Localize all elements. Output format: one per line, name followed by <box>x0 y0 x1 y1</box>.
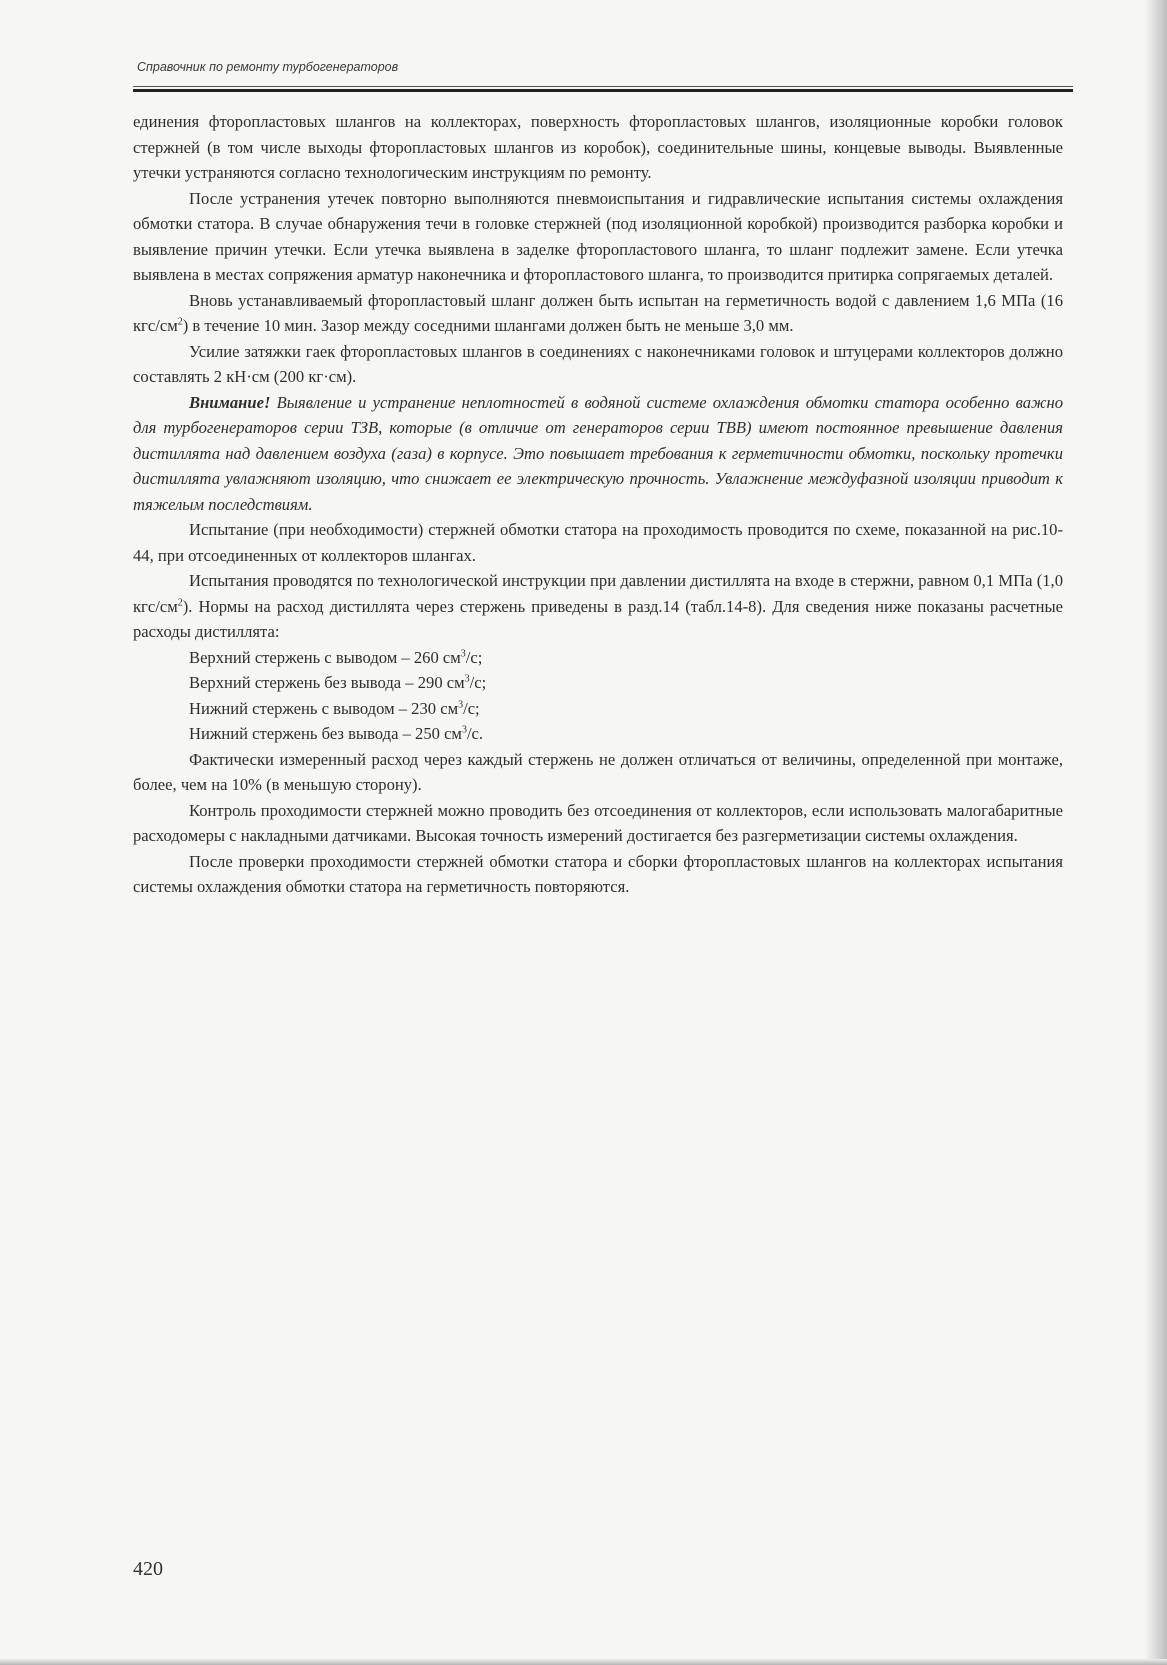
scan-bottom-edge <box>0 1659 1167 1665</box>
body-text <box>133 109 1063 900</box>
flow-rate-item <box>133 670 1063 696</box>
paragraph: После устранения утечек повторно выполняются пневмоиспытания и гидравлические испытания системы охлаждения обмотки статора. В случае обнаружения течи в головке стержней (под изоляционной коробкой) производится разборка коробки и выявление причин утечки. Если утечка выявлена в заделке фторопластового шланга, то шланг подлежит замене. Если утечка выявлена в местах сопряжения арматур наконечника и фторопластового шланга, то производится притирка сопрягаемых деталей. <box>133 188 1063 284</box>
flow-rate-item <box>133 645 1063 671</box>
header-rule <box>133 86 1073 92</box>
superscript: 3 <box>464 673 470 685</box>
page-number: 420 <box>133 1558 163 1580</box>
flow-rate-unit: /с; <box>469 673 487 692</box>
flow-rate-item <box>133 696 1063 722</box>
flow-rate-text: Верхний стержень с выводом – 260 см <box>189 647 461 667</box>
paragraph: Фактически измеренный расход через каждый стержень не должен отличаться от величины, определенной при монтаже, более, чем на 10% (в меньшую сторону). <box>133 749 1063 794</box>
superscript: 3 <box>458 698 464 710</box>
paragraph: Усилие затяжки гаек фторопластовых шлангов в соединениях с наконечниками головок и штуцерами коллекторов должно составлять 2 кН·см (200 кг·см). <box>133 341 1063 386</box>
paragraph: Контроль проходимости стержней можно проводить без отсоединения от коллекторов, если использовать малогабаритные расходомеры с накладными датчиками. Высокая точность измерений достигается без разгерметизации системы охлаждения. <box>133 800 1063 845</box>
superscript: 3 <box>460 647 466 659</box>
flow-rate-unit: /с. <box>466 724 484 743</box>
flow-rate-text: Верхний стержень без вывода – 290 см <box>189 673 465 692</box>
text-span: ). Нормы на расход дистиллята через стержень приведены в разд.14 (табл.14-8). Для сведения ниже показаны расчетные расходы дистиллята: <box>133 596 1063 641</box>
warning-paragraph <box>133 390 1063 518</box>
text-span: Вновь устанавливаемый фторопластовый шланг должен быть испытан на герметичность водой с давлением 1,6 МПа (16 кгс/см <box>133 290 1063 335</box>
flow-rate-text: Нижний стержень без вывода – 250 см <box>189 724 462 743</box>
paragraph: Испытание (при необходимости) стержней обмотки статора на проходимость проводится по схеме, показанной на рис.10-44, при отсоединенных от коллекторов шлангах. <box>133 520 1063 565</box>
warning-text: Выявление и устранение неплотностей в водяной системе охлаждения обмотки статора особенно важно для турбогенераторов серии ТЗВ, которые (в отличие от генераторов серии ТВВ) имеют постоянное превышение давления дистиллята над давлением воздуха (газа) в корпусе. Это повышает требования к герметичности обмотки, поскольку протечки дистиллята увлажняют изоляцию, что снижает ее электрическую прочность. Увлажнение междуфазной изоляции приводит к тяжелым последствиям. <box>133 392 1063 514</box>
superscript: 2 <box>177 596 183 608</box>
warning-label: Внимание! <box>189 392 271 412</box>
flow-rate-text: Нижний стержень с выводом – 230 см <box>189 698 459 718</box>
flow-rate-unit: /с; <box>463 698 480 718</box>
flow-rate-unit: /с; <box>465 647 483 667</box>
superscript: 2 <box>177 316 183 328</box>
paragraph: После проверки проходимости стержней обмотки статора и сборки фторопластовых шлангов на коллекторах испытания системы охлаждения обмотки статора на герметичность повторяются. <box>133 851 1063 896</box>
paragraph: единения фторопластовых шлангов на коллекторах, поверхность фторопластовых шлангов, изоляционные коробки головок стержней (в том числе выходы фторопластовых шлангов из коробок), соединительные шины, концевые выводы. Выявленные утечки устраняются согласно технологическим инструкциям по ремонту. <box>133 112 1063 182</box>
text-span: ) в течение 10 мин. Зазор между соседними шлангами должен быть не меньше 3,0 мм. <box>182 316 794 335</box>
paragraph-distillate-test <box>133 568 1063 645</box>
superscript: 3 <box>461 724 467 736</box>
running-header: Справочник по ремонту турбогенераторов <box>137 60 399 74</box>
paragraph-hose-test <box>133 288 1063 339</box>
flow-rate-item <box>133 721 1063 747</box>
text-span: Испытания проводятся по технологической инструкции при давлении дистиллята на входе в стержни, равном 0,1 МПа (1,0 кгс/см <box>133 571 1063 616</box>
scan-edge-shadow <box>1145 0 1167 1665</box>
